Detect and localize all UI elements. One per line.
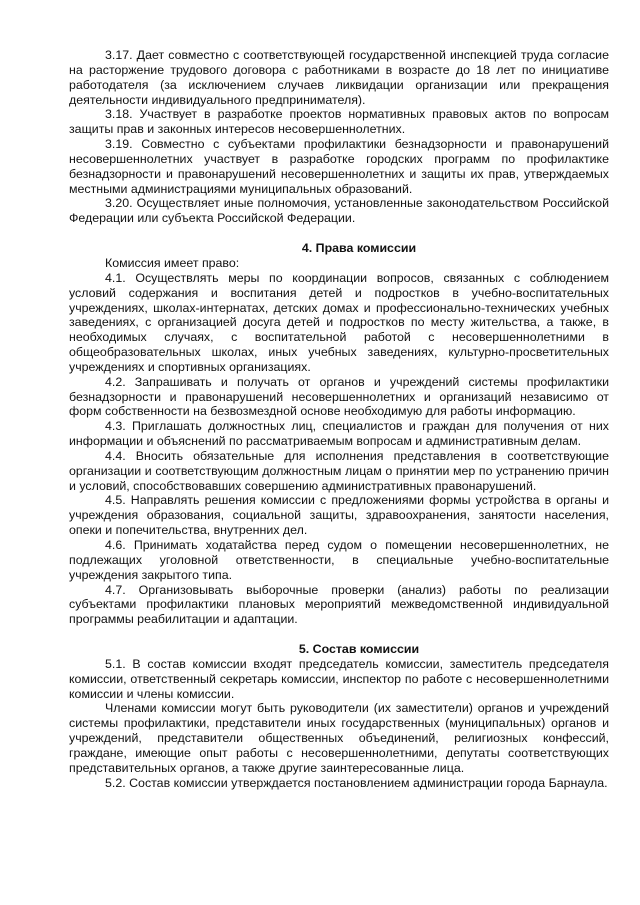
spacer bbox=[69, 627, 609, 642]
paragraph-4-1: 4.1. Осуществлять меры по координации вопросов, связанных с соблюдением условий содержания и воспитания детей и подростков в учебно-воспитательных учреждениях, школах-интернатах, детских домах и профессионально-технических учебных заведениях, с организацией досуга детей и подростков по месту жительства, а также, в необходимых случаях, с воспитательной работой с несовершеннолетними в общеобразовательных школах, иных учебных заведениях, культурно-просветительных учреждениях и спортивных организациях. bbox=[69, 270, 609, 374]
paragraph-5-members: Членами комиссии могут быть руководители (их заместители) органов и учреждений системы профилактики, представители иных государственных (муниципальных) органов и учреждений, представители общественных объединений, религиозных конфессий, граждане, имеющие опыт работы с несовершеннолетними, депутаты соответствующих представительных органов, а также другие заинтересованные лица. bbox=[69, 701, 609, 775]
section-4-heading: 4. Права комиссии bbox=[301, 241, 417, 256]
paragraph-4-4: 4.4. Вносить обязательные для исполнения представления в соответствующие организации и соответствующим должностным лицам о принятии мер по устранению причин и условий, способствовавших совершению административных правонарушений. bbox=[69, 448, 609, 493]
paragraph-4-2: 4.2. Запрашивать и получать от органов и учреждений системы профилактики безнадзорности и правонарушений несовершеннолетних и организаций независимо от форм собственности на безвозмездной основе необходимую для работы информацию. bbox=[69, 374, 609, 419]
spacer bbox=[69, 226, 609, 241]
paragraph-4-5: 4.5. Направлять решения комиссии с предложениями формы устройства в органы и учреждения образования, социальной защиты, здравоохранения, занятости населения, опеки и попечительства, внутренних дел. bbox=[69, 493, 609, 538]
paragraph-4-6: 4.6. Принимать ходатайства перед судом о помещении несовершеннолетних, не подлежащих уголовной ответственности, в специальные учебно-воспитательные учреждения закрытого типа. bbox=[69, 538, 609, 582]
section-5-heading: 5. Состав комиссии bbox=[298, 642, 420, 657]
paragraph-3-17: 3.17. Дает совместно с соответствующей государственной инспекцией труда согласие на расторжение трудового договора с работниками в возрасте до 18 лет по инициативе работодателя (за исключением случаев ликвидации организации или прекращения деятельности индивидуального предпринимателя). bbox=[69, 48, 609, 107]
paragraph-5-2: 5.2. Состав комиссии утверждается постановлением администрации города Барнаула. bbox=[105, 775, 608, 790]
paragraph-4-3: 4.3. Приглашать должностных лиц, специалистов и граждан для получения от них информации и объяснений по рассматриваемым вопросам и административным делам. bbox=[69, 419, 609, 449]
paragraph-3-20: 3.20. Осуществляет иные полномочия, установленные законодательством Российской Федерации или субъекта Российской Федерации. bbox=[69, 196, 609, 226]
paragraph-3-18: 3.18. Участвует в разработке проектов нормативных правовых актов по вопросам защиты прав и законных интересов несовершеннолетних. bbox=[69, 107, 609, 137]
section-4-intro: Комиссия имеет право: bbox=[105, 255, 240, 270]
paragraph-3-19: 3.19. Совместно с субъектами профилактики безнадзорности и правонарушений несовершеннолетних участвует в разработке городских программ по профилактике безнадзорности и правонарушений несовершеннолетних и защиты их прав, утверждаемых местными администрациями муниципальных образований. bbox=[69, 137, 609, 196]
paragraph-5-1: 5.1. В состав комиссии входят председатель комиссии, заместитель председателя комиссии, ответственный секретарь комиссии, инспектор по работе с несовершеннолетними комиссии и члены комиссии. bbox=[69, 656, 609, 701]
paragraph-4-7: 4.7. Организовывать выборочные проверки (анализ) работы по реализации субъектами профилактики плановых мероприятий межведомственной индивидуальной программы реабилитации и адаптации. bbox=[69, 582, 609, 627]
